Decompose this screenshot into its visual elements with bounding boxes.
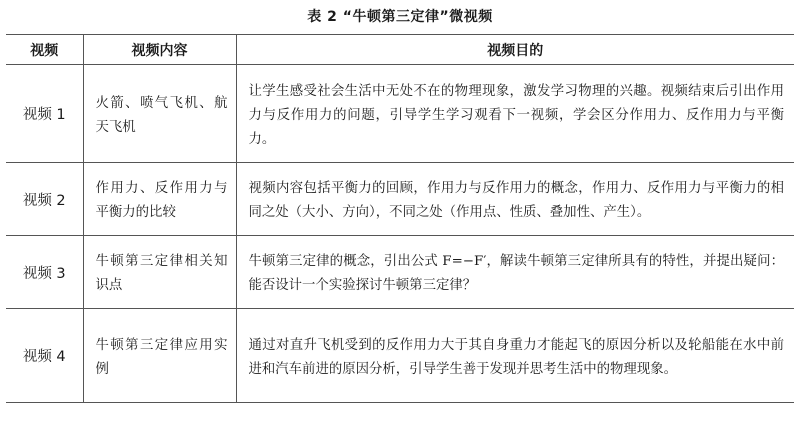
table-row xyxy=(6,163,794,236)
table-row xyxy=(6,236,794,309)
video-purpose: 让学生感受社会生活中无处不在的物理现象，激发学习物理的兴趣。视频结束后引出作用力与反作用力的问题，引导学生学习观看下一视频，学会区分作用力、反作用力与平衡力。 xyxy=(236,65,794,163)
video-label: 视频 4 xyxy=(6,309,83,403)
video-purpose: 通过对直升飞机受到的反作用力大于其自身重力才能起飞的原因分析以及轮船能在水中前进和汽车前进的原因分析，引导学生善于发现并思考生活中的物理现象。 xyxy=(236,309,794,403)
video-label: 视频 2 xyxy=(6,163,83,236)
table-row xyxy=(6,309,794,403)
video-content: 作用力、反作用力与平衡力的比较 xyxy=(83,163,236,236)
table-row xyxy=(6,65,794,163)
header-video: 视频 xyxy=(6,35,83,65)
video-content: 火箭、喷气飞机、航天飞机 xyxy=(83,65,236,163)
video-purpose: 牛顿第三定律的概念，引出公式 F=−F′，解读牛顿第三定律所具有的特性，并提出疑问：能否设计一个实验探讨牛顿第三定律？ xyxy=(236,236,794,309)
video-content: 牛顿第三定律应用实例 xyxy=(83,309,236,403)
table-caption: 表 2 “牛顿第三定律”微视频 xyxy=(307,9,493,25)
header-content: 视频内容 xyxy=(83,35,236,65)
header-purpose: 视频目的 xyxy=(236,35,794,65)
video-content: 牛顿第三定律相关知识点 xyxy=(83,236,236,309)
video-label: 视频 3 xyxy=(6,236,83,309)
video-purpose: 视频内容包括平衡力的回顾，作用力与反作用力的概念，作用力、反作用力与平衡力的相同之处（大小、方向），不同之处（作用点、性质、叠加性、产生）。 xyxy=(236,163,794,236)
table-header-row xyxy=(6,35,794,65)
video-label: 视频 1 xyxy=(6,65,83,163)
micro-video-table xyxy=(6,34,794,403)
